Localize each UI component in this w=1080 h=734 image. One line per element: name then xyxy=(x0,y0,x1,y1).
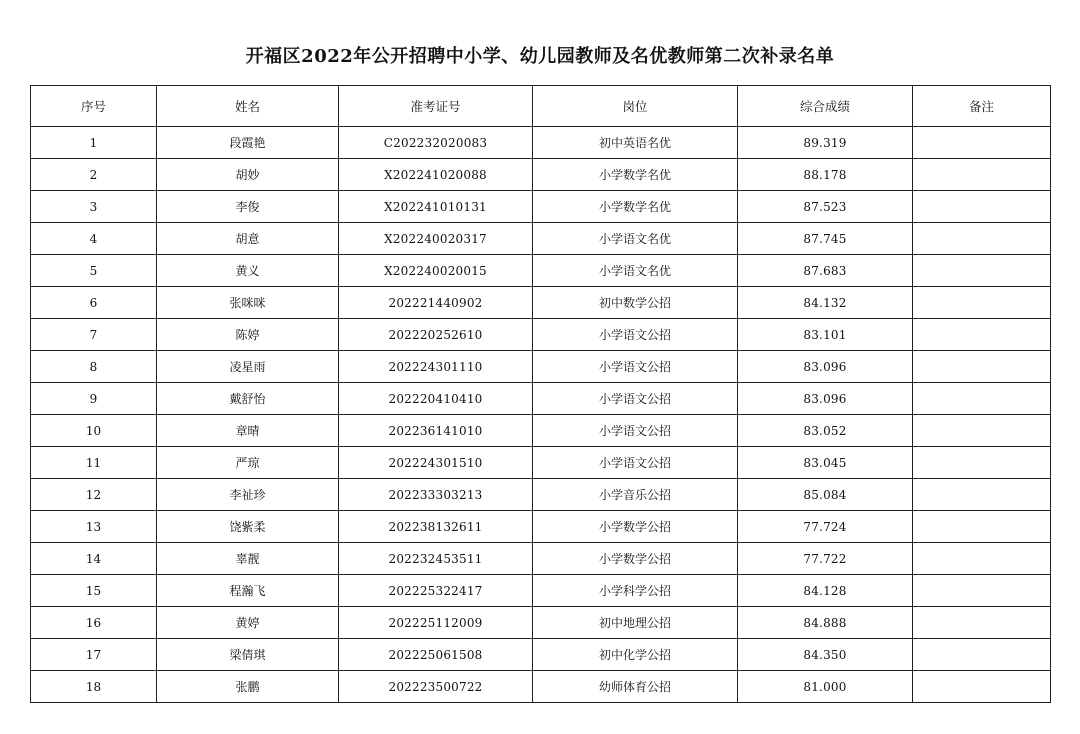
table-row xyxy=(31,639,1051,671)
cell-position: 小学语文公招 xyxy=(533,319,738,351)
header-seq: 序号 xyxy=(31,86,157,127)
cell-position: 小学语文公招 xyxy=(533,415,738,447)
cell-name: 饶紫柔 xyxy=(157,511,339,543)
cell-seq: 10 xyxy=(31,415,157,447)
cell-exam-no: 202220410410 xyxy=(339,383,533,415)
table-row xyxy=(31,319,1051,351)
table-row xyxy=(31,127,1051,159)
cell-name: 张咪咪 xyxy=(157,287,339,319)
table-row xyxy=(31,607,1051,639)
cell-name: 凌星雨 xyxy=(157,351,339,383)
cell-seq: 3 xyxy=(31,191,157,223)
table-row xyxy=(31,159,1051,191)
cell-note xyxy=(913,479,1051,511)
roster-table xyxy=(30,85,1051,703)
cell-position: 小学语文名优 xyxy=(533,223,738,255)
cell-score: 84.350 xyxy=(738,639,913,671)
cell-note xyxy=(913,511,1051,543)
cell-exam-no: 202238132611 xyxy=(339,511,533,543)
cell-name: 章晴 xyxy=(157,415,339,447)
cell-note xyxy=(913,287,1051,319)
cell-exam-no: 202221440902 xyxy=(339,287,533,319)
cell-score: 81.000 xyxy=(738,671,913,703)
cell-note xyxy=(913,191,1051,223)
table-row xyxy=(31,447,1051,479)
table-row xyxy=(31,479,1051,511)
cell-note xyxy=(913,223,1051,255)
cell-seq: 4 xyxy=(31,223,157,255)
cell-exam-no: 202232453511 xyxy=(339,543,533,575)
table-row xyxy=(31,191,1051,223)
cell-seq: 15 xyxy=(31,575,157,607)
cell-score: 77.724 xyxy=(738,511,913,543)
cell-position: 小学科学公招 xyxy=(533,575,738,607)
cell-note xyxy=(913,415,1051,447)
cell-seq: 14 xyxy=(31,543,157,575)
cell-position: 小学语文公招 xyxy=(533,351,738,383)
cell-position: 小学语文名优 xyxy=(533,255,738,287)
header-score: 综合成绩 xyxy=(738,86,913,127)
cell-name: 李祉珍 xyxy=(157,479,339,511)
cell-position: 初中英语名优 xyxy=(533,127,738,159)
cell-score: 87.683 xyxy=(738,255,913,287)
table-row xyxy=(31,351,1051,383)
cell-position: 小学音乐公招 xyxy=(533,479,738,511)
cell-score: 83.045 xyxy=(738,447,913,479)
cell-exam-no: 202220252610 xyxy=(339,319,533,351)
cell-name: 黄婷 xyxy=(157,607,339,639)
cell-name: 程瀚飞 xyxy=(157,575,339,607)
table-row xyxy=(31,223,1051,255)
header-note: 备注 xyxy=(913,86,1051,127)
cell-seq: 5 xyxy=(31,255,157,287)
cell-score: 77.722 xyxy=(738,543,913,575)
cell-name: 严琼 xyxy=(157,447,339,479)
cell-score: 83.096 xyxy=(738,351,913,383)
cell-seq: 18 xyxy=(31,671,157,703)
table-header xyxy=(31,86,1051,127)
cell-position: 小学数学名优 xyxy=(533,191,738,223)
cell-score: 83.101 xyxy=(738,319,913,351)
cell-note xyxy=(913,351,1051,383)
cell-score: 84.888 xyxy=(738,607,913,639)
table-row xyxy=(31,543,1051,575)
header-exam-no: 准考证号 xyxy=(339,86,533,127)
cell-exam-no: X202240020015 xyxy=(339,255,533,287)
header-row xyxy=(31,86,1051,127)
cell-exam-no: 202233303213 xyxy=(339,479,533,511)
cell-score: 87.523 xyxy=(738,191,913,223)
cell-note xyxy=(913,319,1051,351)
cell-position: 小学数学公招 xyxy=(533,511,738,543)
cell-score: 88.178 xyxy=(738,159,913,191)
cell-name: 段霞艳 xyxy=(157,127,339,159)
cell-note xyxy=(913,543,1051,575)
cell-name: 张鹏 xyxy=(157,671,339,703)
cell-exam-no: 202225061508 xyxy=(339,639,533,671)
cell-exam-no: 202225322417 xyxy=(339,575,533,607)
cell-exam-no: X202240020317 xyxy=(339,223,533,255)
table-row xyxy=(31,255,1051,287)
cell-name: 梁倩琪 xyxy=(157,639,339,671)
cell-name: 胡意 xyxy=(157,223,339,255)
cell-note xyxy=(913,159,1051,191)
cell-seq: 17 xyxy=(31,639,157,671)
table-row xyxy=(31,383,1051,415)
page-title: 开福区2022年公开招聘中小学、幼儿园教师及名优教师第二次补录名单 xyxy=(245,46,835,67)
cell-seq: 6 xyxy=(31,287,157,319)
cell-exam-no: X202241020088 xyxy=(339,159,533,191)
cell-note xyxy=(913,447,1051,479)
header-name: 姓名 xyxy=(157,86,339,127)
cell-score: 89.319 xyxy=(738,127,913,159)
cell-exam-no: C202232020083 xyxy=(339,127,533,159)
cell-seq: 2 xyxy=(31,159,157,191)
header-position: 岗位 xyxy=(533,86,738,127)
cell-seq: 7 xyxy=(31,319,157,351)
table-row xyxy=(31,287,1051,319)
cell-score: 84.132 xyxy=(738,287,913,319)
cell-exam-no: 202224301510 xyxy=(339,447,533,479)
cell-exam-no: X202241010131 xyxy=(339,191,533,223)
cell-exam-no: 202225112009 xyxy=(339,607,533,639)
cell-exam-no: 202223500722 xyxy=(339,671,533,703)
cell-position: 幼师体育公招 xyxy=(533,671,738,703)
cell-note xyxy=(913,383,1051,415)
table-row xyxy=(31,511,1051,543)
table-row xyxy=(31,415,1051,447)
table-row xyxy=(31,671,1051,703)
cell-position: 初中数学公招 xyxy=(533,287,738,319)
cell-note xyxy=(913,671,1051,703)
cell-seq: 16 xyxy=(31,607,157,639)
cell-seq: 13 xyxy=(31,511,157,543)
cell-note xyxy=(913,127,1051,159)
cell-seq: 9 xyxy=(31,383,157,415)
cell-position: 初中地理公招 xyxy=(533,607,738,639)
table-row xyxy=(31,575,1051,607)
cell-note xyxy=(913,255,1051,287)
cell-seq: 11 xyxy=(31,447,157,479)
cell-position: 小学语文公招 xyxy=(533,383,738,415)
cell-seq: 12 xyxy=(31,479,157,511)
cell-name: 戴舒怡 xyxy=(157,383,339,415)
cell-seq: 8 xyxy=(31,351,157,383)
cell-position: 小学数学名优 xyxy=(533,159,738,191)
cell-exam-no: 202236141010 xyxy=(339,415,533,447)
cell-note xyxy=(913,639,1051,671)
cell-exam-no: 202224301110 xyxy=(339,351,533,383)
cell-position: 初中化学公招 xyxy=(533,639,738,671)
cell-score: 83.096 xyxy=(738,383,913,415)
cell-seq: 1 xyxy=(31,127,157,159)
table-body xyxy=(31,127,1051,703)
cell-name: 黄义 xyxy=(157,255,339,287)
cell-name: 陈婷 xyxy=(157,319,339,351)
cell-position: 小学语文公招 xyxy=(533,447,738,479)
cell-position: 小学数学公招 xyxy=(533,543,738,575)
cell-score: 84.128 xyxy=(738,575,913,607)
cell-score: 83.052 xyxy=(738,415,913,447)
cell-name: 辜靓 xyxy=(157,543,339,575)
cell-score: 87.745 xyxy=(738,223,913,255)
cell-note xyxy=(913,607,1051,639)
cell-name: 胡妙 xyxy=(157,159,339,191)
cell-name: 李俊 xyxy=(157,191,339,223)
cell-score: 85.084 xyxy=(738,479,913,511)
cell-note xyxy=(913,575,1051,607)
